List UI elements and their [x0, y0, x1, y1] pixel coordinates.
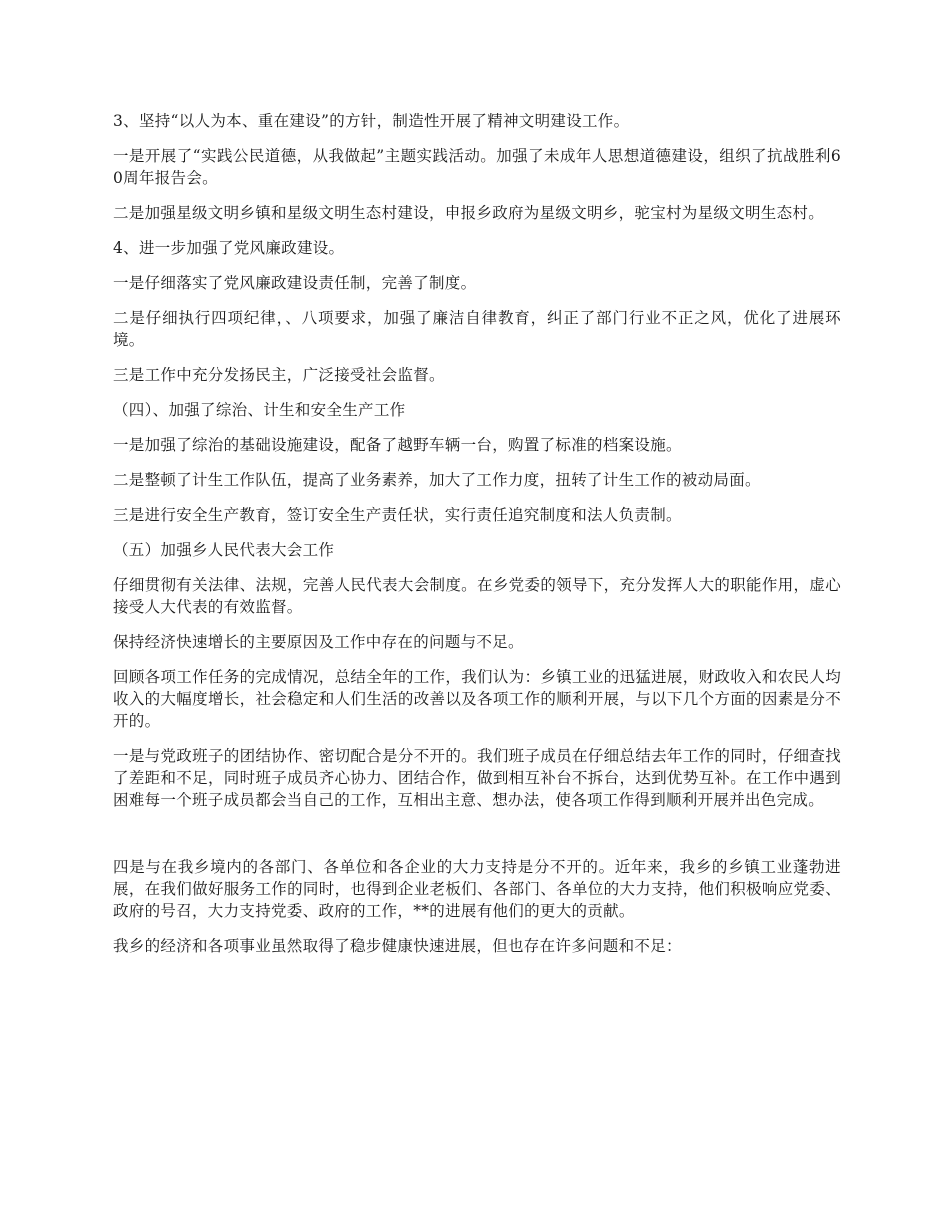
paragraph: 回顾各项工作任务的完成情况，总结全年的工作，我们认为：乡镇工业的迅猛进展，财政收入和农民人均收入的大幅度增长，社会稳定和人们生活的改善以及各项工作的顺利开展，与以下几个方面的因素是分不开的。 [113, 668, 841, 730]
paragraph: 一是加强了综治的基础设施建设，配备了越野车辆一台，购置了标准的档案设施。 [113, 436, 682, 454]
paragraph: 四是与在我乡境内的各部门、各单位和各企业的大力支持是分不开的。近年来，我乡的乡镇工业蓬勃进展，在我们做好服务工作的同时，也得到企业老板们、各部门、各单位的大力支持，他们积极响应党委、政府的号召，大力支持党委、政府的工作，**的进展有他们的更大的贡献。 [113, 858, 841, 920]
paragraph: 我乡的经济和各项事业虽然取得了稳步健康快速进展，但也存在许多问题和不足： [113, 937, 682, 955]
blank-gap [113, 824, 841, 856]
paragraph: 一是仔细落实了党风廉政建设责任制，完善了制度。 [113, 274, 477, 292]
paragraph: 仔细贯彻有关法律、法规，完善人民代表大会制度。在乡党委的领导下，充分发挥人大的职能作用，虚心接受人大代表的有效监督。 [113, 576, 841, 616]
paragraph: 二是加强星级文明乡镇和星级文明生态村建设，申报乡政府为星级文明乡，驼宝村为星级文明生态村。 [113, 204, 825, 222]
document-body [113, 110, 841, 970]
section-heading: （五）加强乡人民代表大会工作 [113, 541, 335, 559]
paragraph: 保持经济快速增长的主要原因及工作中存在的问题与不足。 [113, 633, 524, 651]
section-heading: 4、进一步加强了党风廉政建设。 [113, 239, 345, 257]
paragraph: 二是仔细执行四项纪律，、八项要求，加强了廉洁自律教育，纠正了部门行业不正之风，优化了进展环境。 [113, 309, 841, 349]
paragraph: 二是整顿了计生工作队伍，提高了业务素养，加大了工作力度，扭转了计生工作的被动局面。 [113, 471, 761, 489]
paragraph: 三是工作中充分发扬民主，广泛接受社会监督。 [113, 366, 445, 384]
paragraph: 3、坚持“以人为本、重在建设”的方针，制造性开展了精神文明建设工作。 [113, 112, 630, 130]
paragraph: 一是开展了“实践公民道德，从我做起”主题实践活动。加强了未成年人思想道德建设，组织了抗战胜利60周年报告会。 [113, 147, 841, 187]
section-heading: （四）、加强了综治、计生和安全生产工作 [113, 401, 406, 419]
paragraph: 三是进行安全生产教育，签订安全生产责任状，实行责任追究制度和法人负责制。 [113, 506, 682, 524]
paragraph: 一是与党政班子的团结协作、密切配合是分不开的。我们班子成员在仔细总结去年工作的同时，仔细查找了差距和不足，同时班子成员齐心协力、团结合作，做到相互补台不拆台，达到优势互补。在工作中遇到困难每一个班子成员都会当自己的工作，互相出主意、想办法，使各项工作得到顺利开展并出色完成。 [113, 747, 841, 809]
